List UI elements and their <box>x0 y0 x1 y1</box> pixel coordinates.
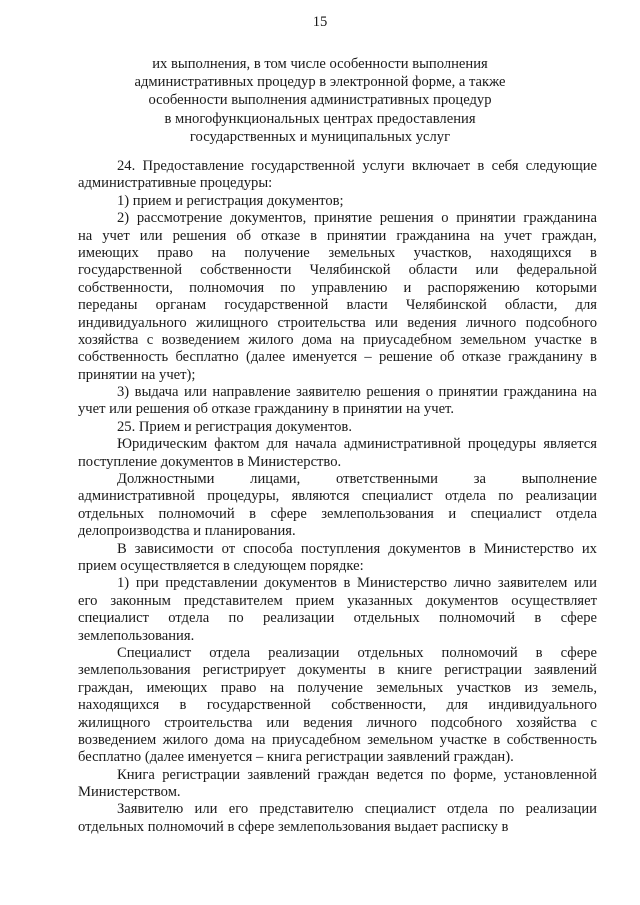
text-line: жилищного строительства или ведения личного подсобного хозяйства с <box>78 714 597 731</box>
heading-line: административных процедур в электронной форме, а также <box>134 74 506 91</box>
text-line: 1) прием и регистрация документов; <box>117 192 344 209</box>
text-line: Юридическим фактом для начала административной процедуры является <box>117 436 597 453</box>
text-line: поступление документов в Министерство. <box>78 453 342 470</box>
text-line: Книга регистрации заявлений граждан ведется по форме, установленной <box>117 766 597 783</box>
paragraph <box>78 575 597 645</box>
text-line: 3) выдача или направление заявителю решения о принятии гражданина на <box>117 384 597 401</box>
text-line: отдельных полномочий в сфере землепользования выдает расписку в <box>78 818 509 835</box>
text-line: прием осуществляется в следующем порядке: <box>78 557 364 574</box>
text-line: граждан, имеющих право на получение земельных участков из земель, <box>78 679 597 696</box>
text-line: отдельных полномочий в сфере землепользования и специалист отдела <box>78 505 597 522</box>
text-line: индивидуального жилищного строительства или ведения личного подсобного <box>78 314 597 331</box>
text-line: переданы органам государственной власти Челябинской области, для <box>78 297 597 314</box>
text-line: государственной собственности Челябинской области или федеральной <box>78 262 597 279</box>
text-line: административные процедуры: <box>78 175 273 192</box>
paragraph <box>78 193 597 210</box>
text-line: специалист отдела по реализации отдельных полномочий в сфере <box>78 610 597 627</box>
paragraph <box>78 471 597 541</box>
paragraph <box>78 767 597 802</box>
paragraph <box>78 541 597 576</box>
text-line: В зависимости от способа поступления документов в Министерство их <box>117 540 597 557</box>
paragraph <box>78 210 597 384</box>
text-line: землепользования регистрирует документы в книге регистрации заявлений <box>78 662 597 679</box>
text-line: Должностными лицами, ответственными за выполнение <box>117 471 597 488</box>
heading-line: государственных и муниципальных услуг <box>189 128 451 145</box>
text-line: возведением жилого дома на приусадебном земельном участке в собственность <box>78 731 597 748</box>
text-line: Специалист отдела реализации отдельных полномочий в сфере <box>117 644 597 661</box>
text-line: хозяйства с возведением жилого дома на приусадебном земельном участке в <box>78 331 597 348</box>
text-line: землепользования. <box>78 627 195 644</box>
text-line: Министерством. <box>78 784 181 801</box>
text-line: имеющих право на получение земельных участков, находящихся в <box>78 244 597 261</box>
heading-line: в многофункциональных центрах предоставления <box>164 110 476 127</box>
paragraph <box>78 419 597 436</box>
text-line: на учет или решения об отказе в принятии гражданина на учет граждан, <box>78 227 597 244</box>
text-line: принятии на учет); <box>78 366 196 383</box>
paragraph <box>78 158 597 193</box>
section-heading <box>130 55 510 146</box>
text-line: находящихся в государственной собственности, для индивидуального <box>78 697 597 714</box>
text-line: 2) рассмотрение документов, принятие решения о принятии гражданина <box>117 210 597 227</box>
heading-line: особенности выполнения административных процедур <box>148 92 492 109</box>
paragraph <box>78 801 597 836</box>
text-line: собственности, полномочия по управлению и распоряжению которыми <box>78 279 597 296</box>
text-line: 24. Предоставление государственной услуги включает в себя следующие <box>117 158 597 174</box>
page-number: 15 <box>312 14 328 30</box>
text-line: 25. Прием и регистрация документов. <box>117 418 352 435</box>
text-line: учет или решения об отказе гражданину в принятии на учет. <box>78 401 454 418</box>
text-line: бесплатно (далее именуется – книга регистрации заявлений граждан). <box>78 749 514 766</box>
text-line: 1) при представлении документов в Министерство лично заявителем или <box>117 575 597 592</box>
text-line: Заявителю или его представителю специалист отдела по реализации <box>117 801 597 818</box>
heading-line: их выполнения, в том числе особенности выполнения <box>152 56 488 72</box>
document-body <box>78 158 597 836</box>
text-line: собственность бесплатно (далее именуется – решение об отказе гражданину в <box>78 349 597 366</box>
text-line: административной процедуры, являются специалист отдела по реализации <box>78 488 597 505</box>
text-line: его законным представителем прием указанных документов осуществляет <box>78 592 597 609</box>
text-line: делопроизводства и планирования. <box>78 523 296 540</box>
paragraph <box>78 436 597 471</box>
paragraph <box>78 384 597 419</box>
paragraph <box>78 645 597 767</box>
